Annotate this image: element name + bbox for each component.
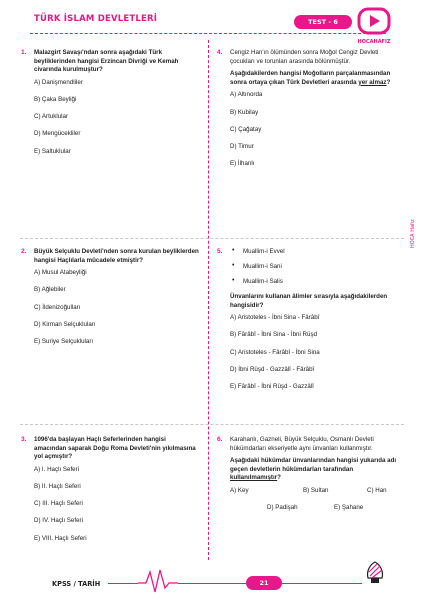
stem-text: Aşağıdaki hükümdar ünvanlarından hangisi yukarıda adı geçen devletlerin hükümdarları tarafından <box>230 457 397 473</box>
bullet-dot-icon: • <box>232 261 235 269</box>
logo-text: HOCAHAFIZ <box>357 39 391 45</box>
question-number: 2. <box>21 248 27 255</box>
option-a[interactable]: A) Musul Atabeyliği <box>34 269 87 277</box>
option-c[interactable]: C) Çağatay <box>230 125 262 133</box>
question-stem: Ünvanlarını kullanan âlimler sırasıyla aşağıdakilerden hangisidir? <box>230 292 388 309</box>
option-d[interactable]: D) Mengücekliler <box>34 130 81 138</box>
bullet-item <box>230 248 397 257</box>
stem-emphasis: yer almaz <box>358 78 387 86</box>
header-divider <box>30 33 386 34</box>
option-c[interactable]: C) III. Haçlı Seferi <box>34 500 83 508</box>
brush-icon <box>364 558 386 586</box>
option-c[interactable]: C) Han <box>367 486 387 494</box>
option-a[interactable]: A) I. Haçlı Seferi <box>34 465 80 473</box>
question-stem: Malazgirt Savaşı'ndan sonra aşağıdaki Türk beyliklerinden hangisi Erzincan Divriği ve Kemah civarında kurulmuştur? <box>34 49 179 74</box>
bullet-item <box>230 278 397 287</box>
option-a[interactable]: A) Altınorda <box>230 91 263 99</box>
option-e[interactable]: E) İlhanlı <box>230 160 255 168</box>
option-a[interactable]: A) Key <box>230 486 249 494</box>
stem-emphasis: kullanılmamıştır <box>230 474 278 482</box>
bullet-item <box>230 263 397 272</box>
question-number: 5. <box>217 248 223 255</box>
option-a[interactable]: A) Danişmendliler <box>34 78 83 86</box>
option-e[interactable]: E) Fârâbî - İbni Rüşd - Gazzâlî <box>230 382 314 390</box>
option-b[interactable]: B) Fârâbî - İbni Sina - İbni Rüşd <box>230 331 318 339</box>
options-row-1 <box>230 487 397 496</box>
option-c[interactable]: C) İldenizoğulları <box>34 303 81 311</box>
question-2 <box>21 248 199 355</box>
question-5 <box>217 248 397 400</box>
options-row-2 <box>230 504 397 513</box>
column-divider <box>208 40 209 560</box>
option-b[interactable]: B) Çaka Beyliği <box>34 95 77 103</box>
footer-line-mid <box>178 583 246 584</box>
option-b[interactable]: B) II. Haçlı Seferi <box>34 482 81 490</box>
heartbeat-icon <box>138 568 178 594</box>
option-b[interactable]: B) Ağlebiler <box>34 286 66 294</box>
bullet-dot-icon: • <box>232 276 235 284</box>
question-number: 1. <box>21 49 27 56</box>
question-1 <box>21 49 199 165</box>
option-c[interactable]: C) Aristoteles - Fârâbî - İbni Sina <box>230 348 320 356</box>
option-e[interactable]: E) Saltuklular <box>34 147 71 155</box>
question-stem: Büyük Selçuklu Devleti'nden sonra kurulan beyliklerden hangisi Haçlılarla mücadele etmiştir? <box>34 248 199 264</box>
option-d[interactable]: D) Padişah <box>267 504 298 512</box>
side-watermark: HOCA Hafız <box>410 219 416 248</box>
question-number: 6. <box>217 436 223 443</box>
option-d[interactable]: D) Kirman Selçukluları <box>34 320 96 328</box>
option-d[interactable]: D) Timur <box>230 142 254 150</box>
question-stem: 1096'da başlayan Haçlı Seferlerinden hangisi amacından saparak Doğu Roma Devleti'nin yıkılmasına yol açmıştır? <box>34 436 196 461</box>
row-divider-1 <box>20 238 404 239</box>
test-badge: TEST - 6 <box>294 15 352 29</box>
row-divider-2 <box>20 424 404 425</box>
footer-line-left <box>108 583 138 584</box>
publisher-logo <box>352 6 396 48</box>
question-number: 4. <box>217 49 223 56</box>
option-e[interactable]: E) Suriye Selçukluları <box>34 337 94 345</box>
bullet-dot-icon: • <box>232 247 235 254</box>
question-intro: Karahanlı, Gazneli, Büyük Selçuklu, Osmanlı Devleti hükümdarları ekseriyetle aynı ünvanları kullanmıştır. <box>230 436 374 452</box>
option-c[interactable]: C) Artuklular <box>34 113 69 121</box>
option-b[interactable]: B) Sultan <box>303 486 329 494</box>
option-e[interactable]: E) VIII. Haçlı Seferi <box>34 534 87 542</box>
question-4 <box>217 49 397 177</box>
bullet-text: Muallim-i Salis <box>243 277 283 285</box>
bullet-text: Muallim-i Evvel <box>243 248 285 255</box>
stem-text: Aşağıdakilerden hangisi Moğolların parçalanmasından sonra ortaya çıkan Türk Devletleri arasında <box>230 70 391 86</box>
question-intro: Cengiz Han'ın ölümünden sonra Moğol Cengiz Devleti çocukları ve torunları arasında bölünmüştür. <box>230 49 379 65</box>
footer-label: KPSS / TARİH <box>52 580 101 588</box>
footer-line-right <box>282 583 362 584</box>
question-3 <box>21 436 199 552</box>
stem-end: ? <box>277 474 281 482</box>
option-b[interactable]: B) Kubilay <box>230 108 259 116</box>
option-e[interactable]: E) Şahane <box>334 504 364 512</box>
bullet-text: Muallim-i Sani <box>243 262 282 270</box>
option-a[interactable]: A) Aristoteles - İbni Sina - Fârâbî <box>230 314 320 322</box>
page-number: 21 <box>246 576 282 590</box>
question-stem <box>230 457 397 483</box>
play-logo-icon <box>352 6 396 40</box>
question-number: 3. <box>21 436 27 443</box>
option-d[interactable]: D) IV. Haçlı Seferi <box>34 517 83 525</box>
section-title: TÜRK İSLAM DEVLETLERİ <box>34 14 158 24</box>
stem-end: ? <box>386 78 391 86</box>
question-stem <box>230 70 397 87</box>
option-d[interactable]: D) İbni Rüşd - Gazzâlî - Fârâbî <box>230 365 315 373</box>
question-6 <box>217 436 397 521</box>
